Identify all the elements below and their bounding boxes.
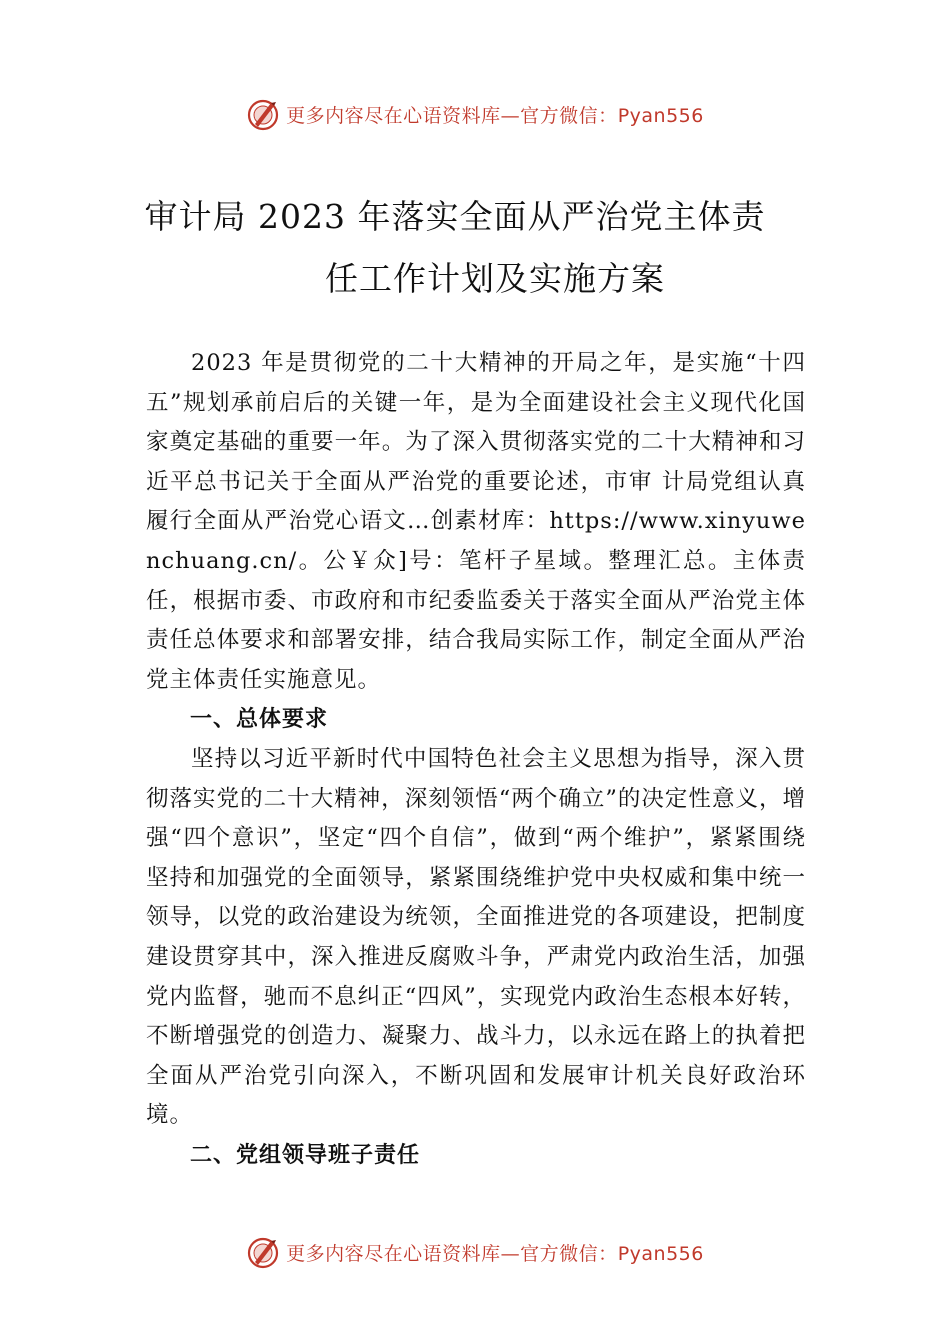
pen-logo-icon — [246, 1235, 280, 1269]
header-banner-content — [246, 97, 704, 131]
banner-main-text: 更多内容尽在心语资料库 — [286, 104, 501, 127]
banner-label: 官方微信： — [520, 104, 618, 127]
document-title — [0, 186, 950, 310]
banner-caption — [286, 101, 704, 128]
banner-label: 官方微信： — [520, 1242, 618, 1265]
header-banner — [0, 94, 950, 134]
footer-banner — [0, 1232, 950, 1272]
banner-separator: — — [500, 1242, 521, 1265]
section-heading-1: 一、总体要求 — [190, 707, 329, 733]
section-heading-2: 二、党组领导班子责任 — [190, 1142, 421, 1168]
banner-separator: — — [500, 104, 521, 127]
title-line-1: 审计局 2023 年落实全面从严治党主体责 — [144, 197, 766, 236]
title-line-2: 任工作计划及实施方案 — [325, 259, 665, 298]
intro-paragraph: 2023 年是贯彻党的二十大精神的开局之年，是实施“十四五”规划承前启后的关键一年，是为全面建设社会主义现代化国家奠定基础的重要一年。为了深入贯彻落实党的二十大精神和习近平总书记关于全面从严治党的重要论述，市审 计局党组认真履行全面从严治党心语文…创素材库：https://www.xinyuwenchuang.cn/。公￥众]号：笔杆子星域。整理汇总。主体责任，根据市委、市政府和市纪委监委关于落实全面从严治党主体责任总体要求和部署安排，结合我局实际工作，制定全面从严治党主体责任实施意见。 — [146, 350, 806, 693]
banner-main-text: 更多内容尽在心语资料库 — [286, 1242, 501, 1265]
document-body — [146, 344, 806, 1175]
banner-wechat-id: Pyan556 — [617, 104, 704, 127]
banner-caption — [286, 1239, 704, 1266]
pen-logo-icon — [246, 97, 280, 131]
section-1-paragraph: 坚持以习近平新时代中国特色社会主义思想为指导，深入贯彻落实党的二十大精神，深刻领悟“两个确立”的决定性意义，增强“四个意识”，坚定“四个自信”，做到“两个维护”，紧紧围绕坚持和加强党的全面领导，紧紧围绕维护党中央权威和集中统一领导，以党的政治建设为统领，全面推进党的各项建设，把制度建设贯穿其中，深入推进反腐败斗争，严肃党内政治生活，加强党内监督，驰而不息纠正“四风”，实现党内政治生态根本好转，不断增强党的创造力、凝聚力、战斗力，以永远在路上的执着把全面从严治党引向深入，不断巩固和发展审计机关良好政治环境。 — [146, 745, 806, 1129]
footer-banner-content — [246, 1235, 704, 1269]
banner-wechat-id: Pyan556 — [617, 1242, 704, 1265]
